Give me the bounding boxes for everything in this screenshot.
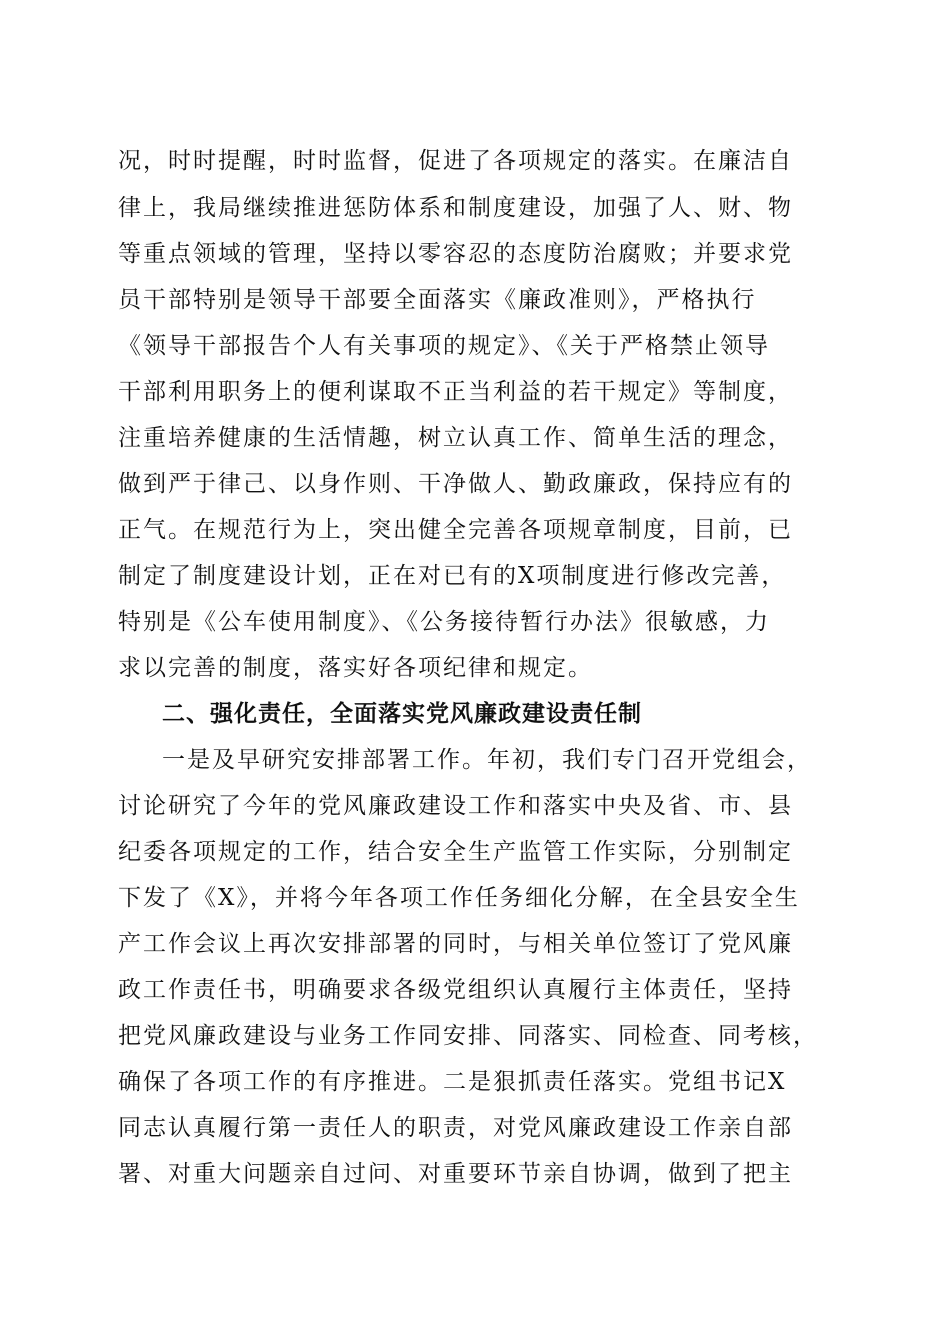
paragraph-line: 《领导干部报告个人有关事项的规定》、《关于严格禁止领导 bbox=[118, 333, 770, 359]
paragraph-line: 等重点领域的管理，坚持以零容忍的态度防治腐败；并要求党 bbox=[118, 241, 793, 267]
paragraph-line: 确保了各项工作的有序推进。二是狠抓责任落实。党组书记X bbox=[118, 1069, 787, 1095]
paragraph-line: 一是及早研究安排部署工作。年初，我们专门召开党组会， bbox=[162, 747, 812, 773]
paragraph-line: 做到严于律己、以身作则、干净做人、勤政廉政，保持应有的 bbox=[118, 471, 793, 497]
paragraph-line: 特别是《公车使用制度》、《公务接待暂行办法》很敏感，力 bbox=[118, 609, 770, 635]
section-heading: 二、强化责任，全面落实党风廉政建设责任制 bbox=[162, 701, 642, 727]
paragraph-line: 产工作会议上再次安排部署的同时，与相关单位签订了党风廉 bbox=[118, 931, 793, 957]
paragraph-line: 求以完善的制度，落实好各项纪律和规定。 bbox=[118, 655, 593, 681]
paragraph-line: 注重培养健康的生活情趣，树立认真工作、简单生活的理念， bbox=[118, 425, 793, 451]
paragraph-line: 同志认真履行第一责任人的职责，对党风廉政建设工作亲自部 bbox=[118, 1115, 793, 1141]
paragraph-line: 制定了制度建设计划，正在对已有的X项制度进行修改完善， bbox=[118, 563, 787, 589]
paragraph-line: 况，时时提醒，时时监督，促进了各项规定的落实。在廉洁自 bbox=[118, 148, 793, 174]
paragraph-line: 律上，我局继续推进惩防体系和制度建设，加强了人、财、物 bbox=[118, 195, 793, 221]
paragraph-line: 政工作责任书，明确要求各级党组织认真履行主体责任，坚持 bbox=[118, 977, 793, 1003]
paragraph-line: 员干部特别是领导干部要全面落实《廉政准则》，严格执行 bbox=[118, 287, 757, 313]
paragraph-line: 把党风廉政建设与业务工作同安排、同落实、同检查、同考核， bbox=[118, 1023, 818, 1049]
paragraph-line: 下发了《X》，并将今年各项工作任务细化分解，在全县安全生 bbox=[118, 885, 800, 911]
paragraph-line: 干部利用职务上的便利谋取不正当利益的若干规定》等制度， bbox=[118, 379, 793, 405]
paragraph-line: 纪委各项规定的工作，结合安全生产监管工作实际，分别制定 bbox=[118, 839, 793, 865]
paragraph-line: 正气。在规范行为上，突出健全完善各项规章制度，目前，已 bbox=[118, 517, 793, 543]
paragraph-line: 署、对重大问题亲自过问、对重要环节亲自协调，做到了把主 bbox=[118, 1161, 793, 1187]
paragraph-line: 讨论研究了今年的党风廉政建设工作和落实中央及省、市、县 bbox=[118, 793, 793, 819]
